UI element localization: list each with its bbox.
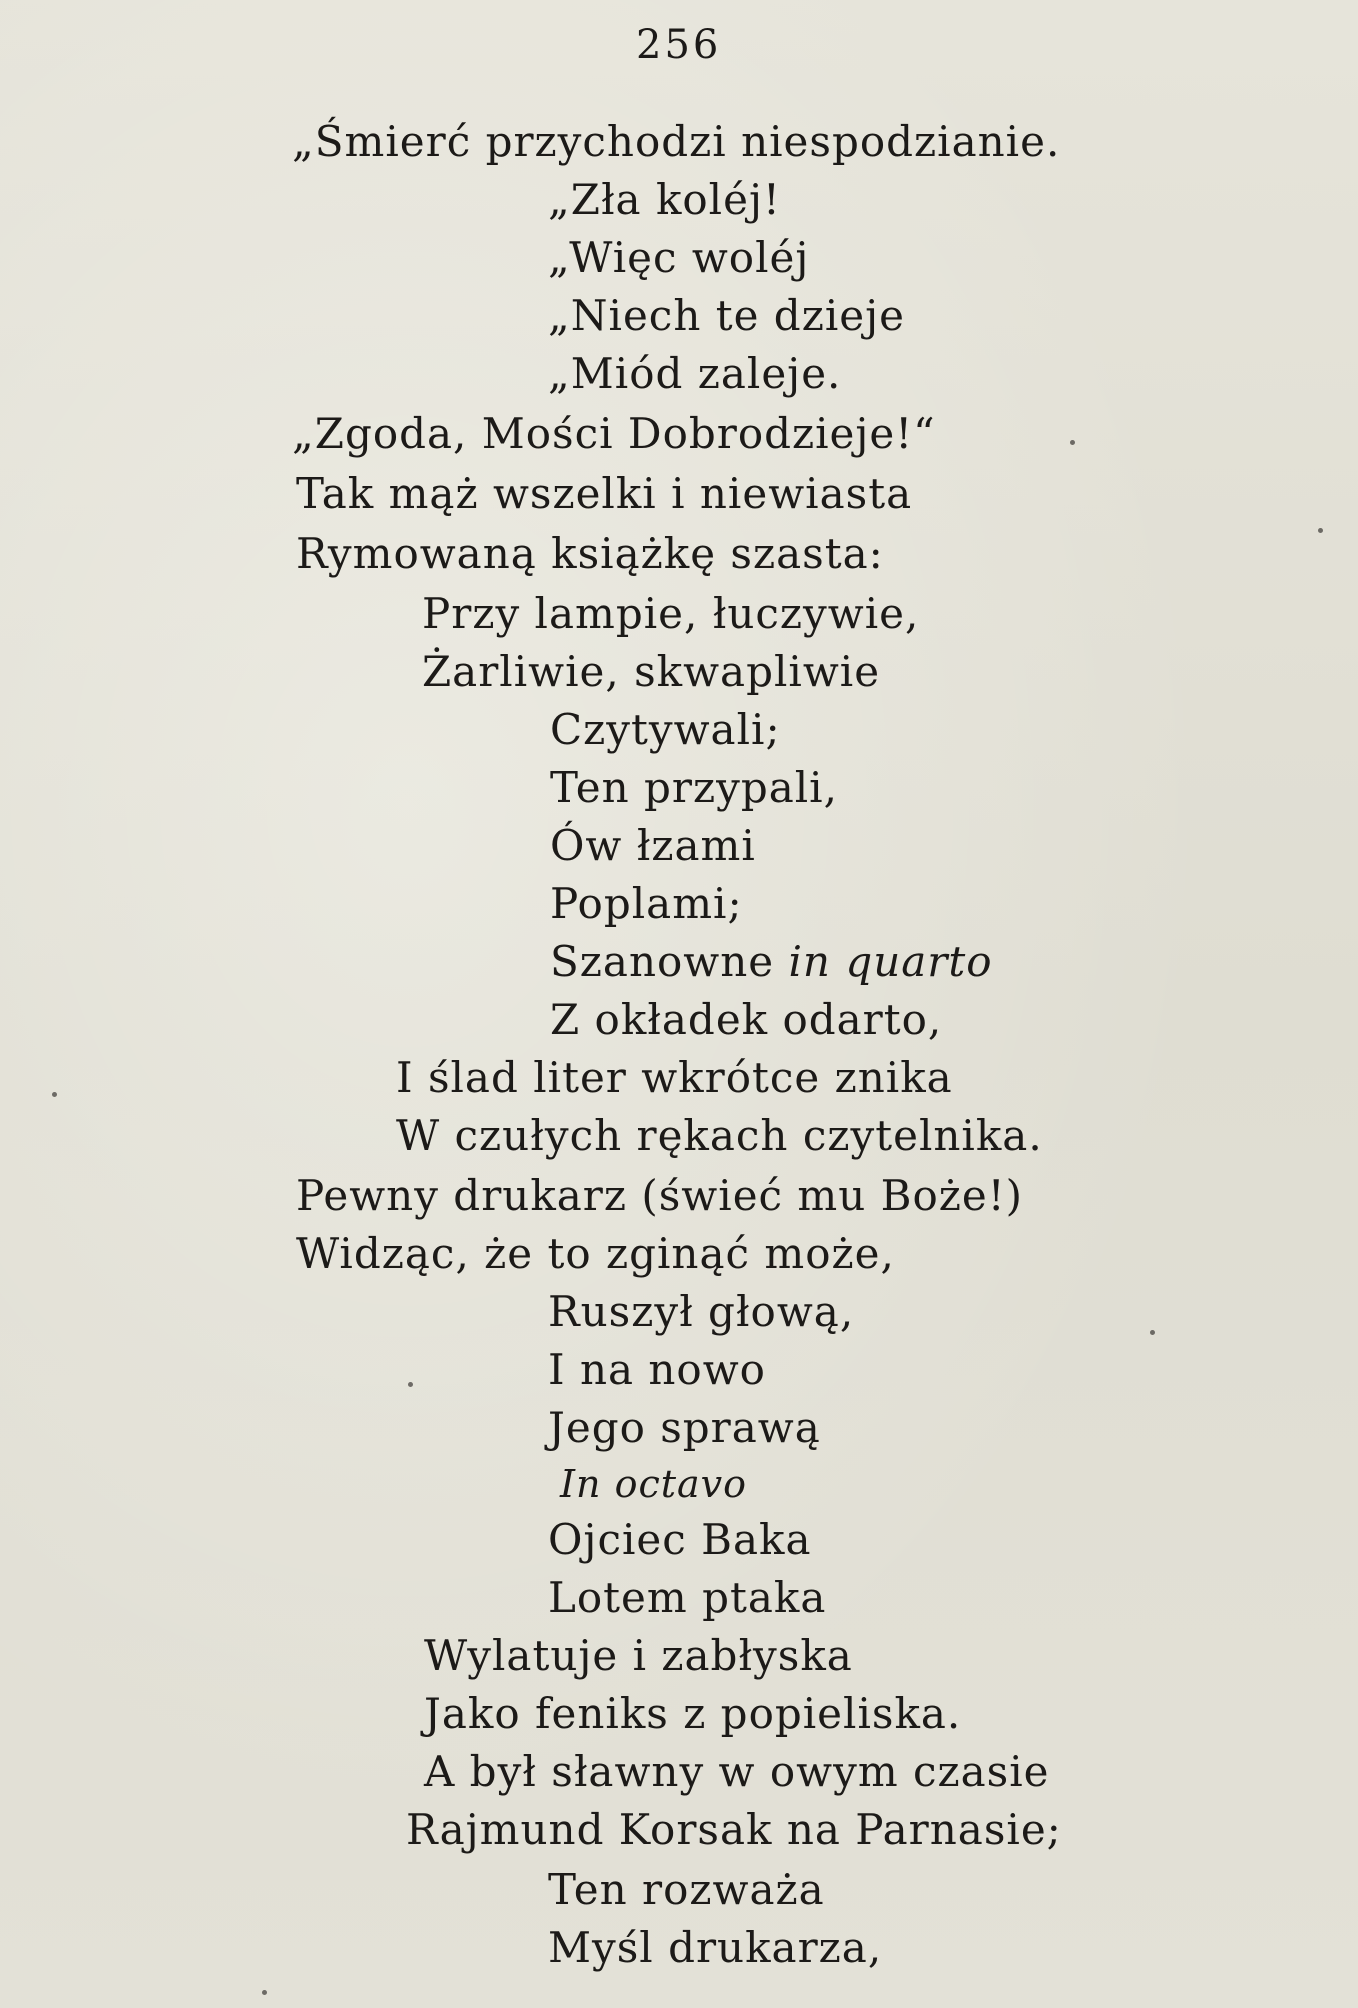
verse-line: Rymowaną książkę szasta: bbox=[296, 529, 884, 578]
verse-line: Jego sprawą bbox=[548, 1403, 821, 1452]
verse-line: Wylatuje i zabłyska bbox=[424, 1631, 853, 1680]
verse-line: Z okładek odarto, bbox=[550, 995, 943, 1044]
verse-line: Ten rozważa bbox=[548, 1865, 825, 1914]
paper-speck bbox=[262, 1990, 267, 1995]
verse-line: W czułych rękach czytelnika. bbox=[396, 1111, 1043, 1160]
verse-line: Ojciec Baka bbox=[548, 1515, 812, 1564]
verse-line: Widząc, że to zginąć może, bbox=[296, 1229, 895, 1278]
verse-line: „Więc woléj bbox=[548, 233, 810, 282]
paper-speck bbox=[408, 1382, 413, 1387]
verse-line: I ślad liter wkrótce znika bbox=[396, 1053, 953, 1102]
verse-line: Tak mąż wszelki i niewiasta bbox=[296, 469, 913, 518]
verse-line: I na nowo bbox=[548, 1345, 766, 1394]
verse-line: „Zła koléj! bbox=[548, 175, 781, 224]
paper-speck bbox=[1150, 1330, 1155, 1335]
verse-line: Czytywali; bbox=[550, 705, 781, 754]
paper-speck bbox=[1070, 440, 1075, 445]
italic-term: in quarto bbox=[788, 937, 993, 986]
paper-speck bbox=[1318, 528, 1323, 533]
page-number: 256 bbox=[636, 22, 722, 68]
verse-line bbox=[560, 1460, 747, 1508]
verse-line: Ruszył głową, bbox=[548, 1287, 855, 1336]
verse-line: Rajmund Korsak na Parnasie; bbox=[406, 1805, 1062, 1854]
verse-line: Żarliwie, skwapliwie bbox=[422, 647, 881, 696]
verse-line: A był sławny w owym czasie bbox=[424, 1747, 1050, 1796]
verse-line: Pewny drukarz (świeć mu Boże!) bbox=[296, 1171, 1024, 1220]
verse-line: „Niech te dzieje bbox=[548, 291, 905, 340]
verse-line: „Miód zaleje. bbox=[548, 349, 842, 398]
verse-line: „Zgoda, Mości Dobrodzieje!“ bbox=[292, 409, 936, 458]
paper-speck bbox=[52, 1092, 57, 1097]
verse-line: Jako feniks z popieliska. bbox=[424, 1689, 962, 1738]
verse-line: Szanowne in quarto bbox=[550, 937, 993, 986]
italic-term: In octavo bbox=[560, 1462, 747, 1506]
verse-line: Ów łzami bbox=[550, 821, 756, 870]
verse-line: Lotem ptaka bbox=[548, 1573, 827, 1622]
verse-line: „Śmierć przychodzi niespodzianie. bbox=[292, 117, 1061, 166]
verse-line: Myśl drukarza, bbox=[548, 1923, 883, 1972]
verse-line: Poplami; bbox=[550, 879, 743, 928]
verse-line: Ten przypali, bbox=[550, 763, 838, 812]
verse-line: Przy lampie, łuczywie, bbox=[422, 589, 920, 638]
